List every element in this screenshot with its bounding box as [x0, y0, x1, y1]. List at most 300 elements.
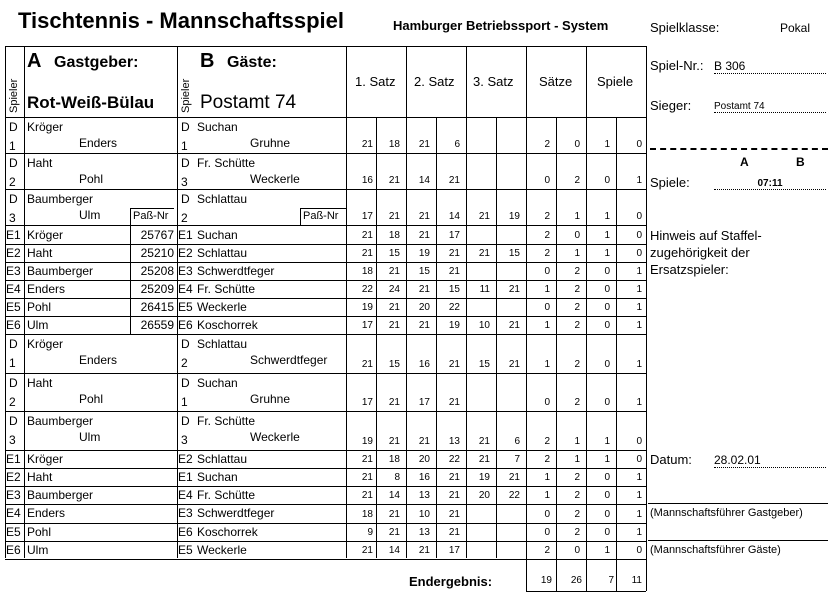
set-score: 21: [448, 508, 460, 520]
singles-code-b: E2: [178, 451, 193, 466]
header-saetze: Sätze: [539, 74, 573, 89]
grid-line-h: [5, 117, 646, 118]
doubles-a-player2: Enders: [79, 353, 118, 367]
mf-gastgeber-label: (Mannschaftsführer Gastgeber): [650, 507, 803, 519]
sieger-value: Postamt 74: [714, 101, 826, 113]
spielnr-value: B 306: [714, 59, 826, 74]
singles-a-player: Pohl: [27, 524, 52, 539]
singles-a-player: Enders: [27, 506, 66, 521]
saetze-b: 0: [574, 139, 580, 150]
grid-line-h: [5, 373, 646, 374]
spiele-a: 1: [604, 435, 610, 447]
doubles-b-player1: Suchan: [197, 120, 238, 134]
singles-a-player: Kröger: [27, 451, 64, 466]
saetze-a: 0: [544, 526, 550, 538]
singles-code-b: E4: [178, 282, 193, 296]
saetze-a: 0: [544, 397, 550, 408]
set-score: 18: [361, 266, 373, 277]
col-a-label: A: [740, 155, 749, 169]
singles-code-b: E4: [178, 488, 193, 502]
grid-line-h: [5, 46, 646, 47]
set-score: 19: [448, 320, 460, 331]
grid-line-h: [5, 189, 646, 190]
pass-nr-header-a: Paß-Nr: [133, 210, 169, 222]
signature-line-gaeste: [648, 540, 828, 541]
set-score: 21: [448, 358, 460, 370]
team-a-name: Rot-Weiß-Bülau: [27, 93, 155, 112]
hinweis-line-3: Ersatzspieler:: [650, 262, 729, 277]
spiele-a: 1: [604, 230, 610, 241]
hinweis-line-2: zugehörigkeit der: [650, 245, 750, 260]
grid-line-v: [526, 558, 527, 591]
spiele-a: 0: [604, 358, 610, 370]
grid-line-v: [616, 117, 617, 558]
grid-line-v: [346, 46, 347, 558]
set-score: 21: [361, 545, 373, 556]
set-score: 14: [418, 175, 430, 186]
spiele-a: 1: [604, 248, 610, 259]
team-a-letter: A: [27, 50, 42, 72]
doubles-num-a: 1: [9, 356, 16, 370]
spiele-a: 0: [604, 302, 610, 313]
set-score: 19: [361, 435, 373, 447]
set-score: 21: [418, 284, 430, 295]
set-score: 21: [361, 453, 373, 465]
saetze-b: 2: [574, 508, 580, 520]
singles-a-player: Pohl: [27, 300, 52, 314]
singles-code-a: E1: [6, 228, 21, 242]
set-score: 21: [418, 139, 430, 150]
grid-line-h: [5, 450, 646, 451]
set-score: 21: [361, 139, 373, 150]
set-score: 19: [361, 302, 373, 313]
set-score: 21: [418, 320, 430, 331]
doubles-num-a: 2: [9, 394, 16, 409]
signature-line-gastgeber: [648, 503, 828, 504]
grid-line-h: [5, 486, 646, 487]
spiele-b: 1: [636, 302, 642, 313]
singles-code-b: E1: [178, 469, 193, 484]
doubles-code-b: D: [181, 120, 190, 134]
grid-line-h: [5, 504, 646, 505]
singles-code-a: E3: [6, 488, 21, 502]
set-score: 20: [418, 453, 430, 465]
spiele-b: 1: [636, 526, 642, 538]
total-value: 11: [631, 575, 642, 586]
doubles-code-b: D: [181, 414, 190, 428]
doubles-a-player1: Haht: [27, 156, 53, 170]
saetze-a: 2: [544, 453, 550, 465]
spiele-a: 1: [604, 139, 610, 150]
spiele-b: 0: [636, 453, 642, 465]
spiele-b: 0: [636, 139, 642, 150]
spiele-b: 0: [636, 230, 642, 241]
spiele-b: 1: [636, 266, 642, 277]
header-satz1: 1. Satz: [355, 74, 396, 89]
datum-value: 28.02.01: [714, 453, 826, 468]
set-score: 13: [418, 526, 430, 538]
singles-a-player: Haht: [27, 246, 53, 260]
set-score: 21: [478, 453, 490, 465]
saetze-a: 0: [544, 302, 550, 313]
spiele-a: 1: [604, 453, 610, 465]
set-score: 15: [478, 358, 490, 370]
header-spiele: Spiele: [597, 74, 634, 89]
set-score: 21: [388, 302, 400, 313]
doubles-code-a: D: [9, 120, 18, 134]
set-score: 19: [508, 211, 520, 222]
doubles-num-a: 3: [9, 433, 16, 447]
spiele-a: 1: [604, 545, 610, 556]
team-b-label: Gäste:: [227, 54, 277, 71]
total-value: 19: [540, 575, 552, 586]
set-score: 20: [478, 490, 490, 502]
set-score: 16: [361, 175, 373, 186]
spiele-b: 1: [636, 472, 642, 483]
set-score: 17: [361, 320, 373, 331]
doubles-a-player2: Enders: [79, 136, 118, 150]
set-score: 21: [448, 248, 460, 259]
singles-code-a: E6: [6, 542, 21, 557]
saetze-a: 0: [544, 175, 550, 186]
spiele-b: 1: [636, 175, 642, 186]
doubles-a-player2: Ulm: [79, 430, 101, 444]
singles-code-a: E4: [6, 506, 21, 521]
grid-line-h: [5, 262, 646, 263]
team-a-label: Gastgeber:: [54, 54, 139, 71]
singles-code-b: E2: [178, 246, 193, 260]
singles-code-a: E5: [6, 300, 21, 314]
doubles-b-player2: Weckerle: [250, 430, 300, 444]
set-score: 22: [448, 302, 460, 313]
team-b-letter: B: [200, 50, 215, 72]
set-score: 21: [418, 435, 430, 447]
grid-line-v: [646, 46, 647, 591]
spiele-b: 0: [636, 545, 642, 556]
set-score: 10: [478, 320, 490, 331]
grid-line-h: [5, 298, 646, 299]
doubles-num-b: 3: [181, 175, 188, 189]
grid-line-h: [5, 316, 646, 317]
set-score: 15: [508, 248, 520, 259]
saetze-b: 2: [574, 472, 580, 483]
spiele-a: 0: [604, 508, 610, 520]
set-score: 17: [448, 545, 460, 556]
singles-a-player: Kröger: [27, 228, 64, 242]
singles-a-player: Baumberger: [27, 264, 94, 278]
set-score: 8: [394, 472, 400, 483]
doubles-code-b: D: [181, 156, 190, 170]
singles-b-player: Schlattau: [197, 451, 248, 466]
set-score: 21: [508, 284, 520, 295]
set-score: 15: [448, 284, 460, 295]
spiele-a: 0: [604, 320, 610, 331]
singles-b-player: Schwerdtfeger: [197, 506, 275, 521]
singles-code-a: E3: [6, 264, 21, 278]
saetze-b: 0: [574, 230, 580, 241]
set-score: 21: [448, 472, 460, 483]
spiele-b: 1: [636, 508, 642, 520]
spiele-b: 0: [636, 248, 642, 259]
grid-line-h: [5, 523, 646, 524]
set-score: 21: [508, 320, 520, 331]
set-score: 21: [418, 211, 430, 222]
singles-code-a: E2: [6, 469, 21, 484]
saetze-a: 2: [544, 435, 550, 447]
singles-a-player: Haht: [27, 469, 53, 484]
set-score: 16: [418, 358, 430, 370]
singles-b-player: Koschorrek: [197, 318, 258, 332]
doubles-b-player1: Suchan: [197, 375, 238, 390]
total-value: 7: [608, 575, 614, 586]
doubles-a-player2: Pohl: [79, 391, 104, 406]
team-b-name: Postamt 74: [200, 92, 297, 113]
set-score: 21: [388, 435, 400, 447]
spielklasse-value: Pokal: [780, 21, 811, 35]
set-score: 21: [388, 397, 400, 408]
singles-a-player: Enders: [27, 282, 66, 296]
set-score: 7: [514, 453, 520, 465]
grid-line-v: [646, 558, 647, 591]
doubles-b-player1: Fr. Schütte: [197, 414, 256, 428]
hinweis-line-1: Hinweis auf Staffel-: [650, 228, 762, 243]
singles-code-b: E1: [178, 228, 193, 242]
singles-code-a: E5: [6, 524, 21, 539]
singles-b-player: Koschorrek: [197, 524, 258, 539]
pass-number: 26559: [140, 318, 174, 332]
saetze-b: 1: [574, 435, 580, 447]
set-score: 21: [418, 545, 430, 556]
doubles-a-player1: Haht: [27, 375, 53, 390]
doubles-num-b: 3: [181, 433, 188, 447]
doubles-b-player1: Schlattau: [197, 192, 248, 206]
saetze-a: 2: [544, 248, 550, 259]
singles-b-player: Weckerle: [197, 542, 247, 557]
spiele-a: 0: [604, 175, 610, 186]
singles-code-b: E5: [178, 300, 193, 314]
grid-line-h: [300, 208, 346, 209]
grid-line-h: [5, 244, 646, 245]
spiele-label: Spiele:: [650, 175, 690, 190]
system-label: Hamburger Betriebssport - System: [393, 18, 609, 33]
saetze-a: 0: [544, 266, 550, 277]
set-score: 14: [388, 545, 400, 556]
saetze-a: 1: [544, 472, 550, 483]
doubles-num-b: 1: [181, 394, 188, 409]
page-title: Tischtennis - Mannschaftsspiel: [18, 8, 345, 33]
set-score: 18: [388, 453, 400, 465]
set-score: 13: [418, 490, 430, 502]
singles-code-a: E2: [6, 246, 21, 260]
spiele-b: 0: [636, 211, 642, 222]
set-score: 6: [454, 139, 460, 150]
doubles-b-player2: Weckerle: [250, 172, 300, 186]
set-score: 21: [361, 490, 373, 502]
spiele-a: 0: [604, 397, 610, 408]
set-score: 22: [448, 453, 460, 465]
doubles-num-a: 2: [9, 175, 16, 189]
singles-a-player: Ulm: [27, 318, 49, 332]
singles-b-player: Weckerle: [197, 300, 247, 314]
pass-number: 25209: [140, 282, 174, 296]
set-score: 24: [388, 284, 400, 295]
saetze-b: 2: [574, 266, 580, 277]
set-score: 18: [388, 230, 400, 241]
saetze-b: 2: [574, 284, 580, 295]
saetze-b: 2: [574, 358, 580, 370]
set-score: 11: [479, 284, 490, 295]
grid-line-h: [5, 559, 646, 560]
spiele-b: 1: [636, 320, 642, 331]
grid-line-v: [616, 558, 617, 591]
doubles-b-player1: Fr. Schütte: [197, 156, 256, 170]
col-b-label: B: [796, 155, 805, 169]
doubles-b-player2: Gruhne: [250, 391, 291, 406]
spiele-a: 0: [604, 526, 610, 538]
total-value: 26: [570, 575, 582, 586]
set-score: 21: [388, 266, 400, 277]
singles-b-player: Fr. Schütte: [197, 488, 256, 502]
saetze-a: 1: [544, 320, 550, 331]
doubles-b-player2: Gruhne: [250, 136, 291, 150]
saetze-a: 1: [544, 358, 550, 370]
doubles-a-player1: Baumberger: [27, 414, 94, 428]
doubles-code-a: D: [9, 156, 18, 170]
set-score: 16: [418, 472, 430, 483]
grid-line-h: [130, 208, 174, 209]
doubles-a-player1: Kröger: [27, 337, 64, 351]
grid-line-v: [130, 208, 131, 226]
set-score: 21: [508, 472, 520, 483]
doubles-num-b: 1: [181, 139, 188, 153]
set-score: 21: [478, 435, 490, 447]
singles-b-player: Schlattau: [197, 246, 248, 260]
singles-code-a: E6: [6, 318, 21, 332]
set-score: 14: [448, 211, 460, 222]
spiele-a: 0: [604, 490, 610, 502]
set-score: 21: [478, 248, 490, 259]
spiele-b: 0: [636, 435, 642, 447]
singles-code-a: E1: [6, 451, 21, 466]
set-score: 22: [508, 490, 520, 502]
spieler-label-b: Spieler: [180, 78, 192, 113]
set-score: 21: [508, 358, 520, 370]
sieger-label: Sieger:: [650, 98, 692, 113]
saetze-a: 2: [544, 230, 550, 241]
set-score: 21: [448, 490, 460, 502]
grid-line-h: [5, 541, 646, 542]
saetze-a: 2: [544, 545, 550, 556]
set-score: 15: [388, 358, 400, 370]
set-score: 15: [388, 248, 400, 259]
set-score: 21: [478, 211, 490, 222]
saetze-b: 0: [574, 545, 580, 556]
spiele-a: 0: [604, 284, 610, 295]
doubles-b-player1: Schlattau: [197, 337, 248, 351]
doubles-num-a: 3: [9, 211, 16, 225]
doubles-num-b: 2: [181, 211, 188, 225]
saetze-b: 2: [574, 302, 580, 313]
doubles-code-a: D: [9, 414, 18, 428]
singles-code-a: E4: [6, 282, 21, 296]
saetze-b: 1: [574, 453, 580, 465]
saetze-b: 2: [574, 320, 580, 331]
singles-a-player: Baumberger: [27, 488, 94, 502]
set-score: 19: [418, 248, 430, 259]
set-score: 21: [388, 526, 400, 538]
saetze-b: 2: [574, 175, 580, 186]
spielklasse-label: Spielklasse:: [650, 20, 720, 35]
spiele-a: 0: [604, 472, 610, 483]
set-score: 21: [448, 397, 460, 408]
spiele-a: 0: [604, 266, 610, 277]
set-score: 9: [367, 526, 373, 538]
grid-line-h: [5, 280, 646, 281]
set-score: 21: [418, 230, 430, 241]
singles-code-b: E5: [178, 542, 193, 557]
grid-line-v: [586, 558, 587, 591]
endergebnis-label: Endergebnis:: [409, 574, 493, 589]
singles-b-player: Suchan: [197, 228, 238, 242]
spiele-a: 1: [604, 211, 610, 222]
set-score: 17: [448, 230, 460, 241]
datum-label: Datum:: [650, 452, 692, 467]
pass-number: 25208: [140, 264, 174, 278]
saetze-a: 1: [544, 490, 550, 502]
grid-line-h: [5, 334, 646, 335]
singles-code-b: E3: [178, 506, 193, 521]
set-score: 15: [418, 266, 430, 277]
set-score: 21: [361, 230, 373, 241]
pass-number: 25767: [140, 228, 174, 242]
set-score: 19: [478, 472, 490, 483]
grid-line-h: [5, 153, 646, 154]
singles-b-player: Suchan: [197, 469, 238, 484]
set-score: 18: [388, 139, 400, 150]
doubles-b-player2: Schwerdtfeger: [250, 353, 328, 367]
saetze-a: 2: [544, 211, 550, 222]
dashed-divider: [650, 148, 828, 150]
set-score: 21: [448, 175, 460, 186]
mf-gaeste-label: (Mannschaftsführer Gäste): [650, 544, 781, 556]
doubles-a-player1: Kröger: [27, 120, 64, 134]
doubles-code-b: D: [181, 337, 190, 351]
doubles-num-a: 1: [9, 139, 16, 153]
saetze-b: 1: [574, 248, 580, 259]
grid-line-h: [5, 468, 646, 469]
set-score: 21: [388, 175, 400, 186]
doubles-code-b: D: [181, 192, 190, 206]
set-score: 14: [388, 490, 400, 502]
pass-nr-header-b: Paß-Nr: [303, 210, 339, 222]
saetze-a: 0: [544, 508, 550, 520]
doubles-code-b: D: [181, 375, 190, 390]
spiele-b: 1: [636, 358, 642, 370]
set-score: 17: [361, 397, 373, 408]
spiele-b: 1: [636, 490, 642, 502]
set-score: 21: [448, 526, 460, 538]
grid-line-h: [5, 225, 646, 226]
saetze-b: 2: [574, 526, 580, 538]
singles-code-b: E3: [178, 264, 193, 278]
saetze-a: 2: [544, 139, 550, 150]
set-score: 6: [514, 435, 520, 447]
pass-number: 26415: [140, 300, 174, 314]
singles-b-player: Schwerdtfeger: [197, 264, 275, 278]
set-score: 13: [448, 435, 460, 447]
pass-number: 25210: [140, 246, 174, 260]
doubles-a-player2: Ulm: [79, 208, 101, 222]
